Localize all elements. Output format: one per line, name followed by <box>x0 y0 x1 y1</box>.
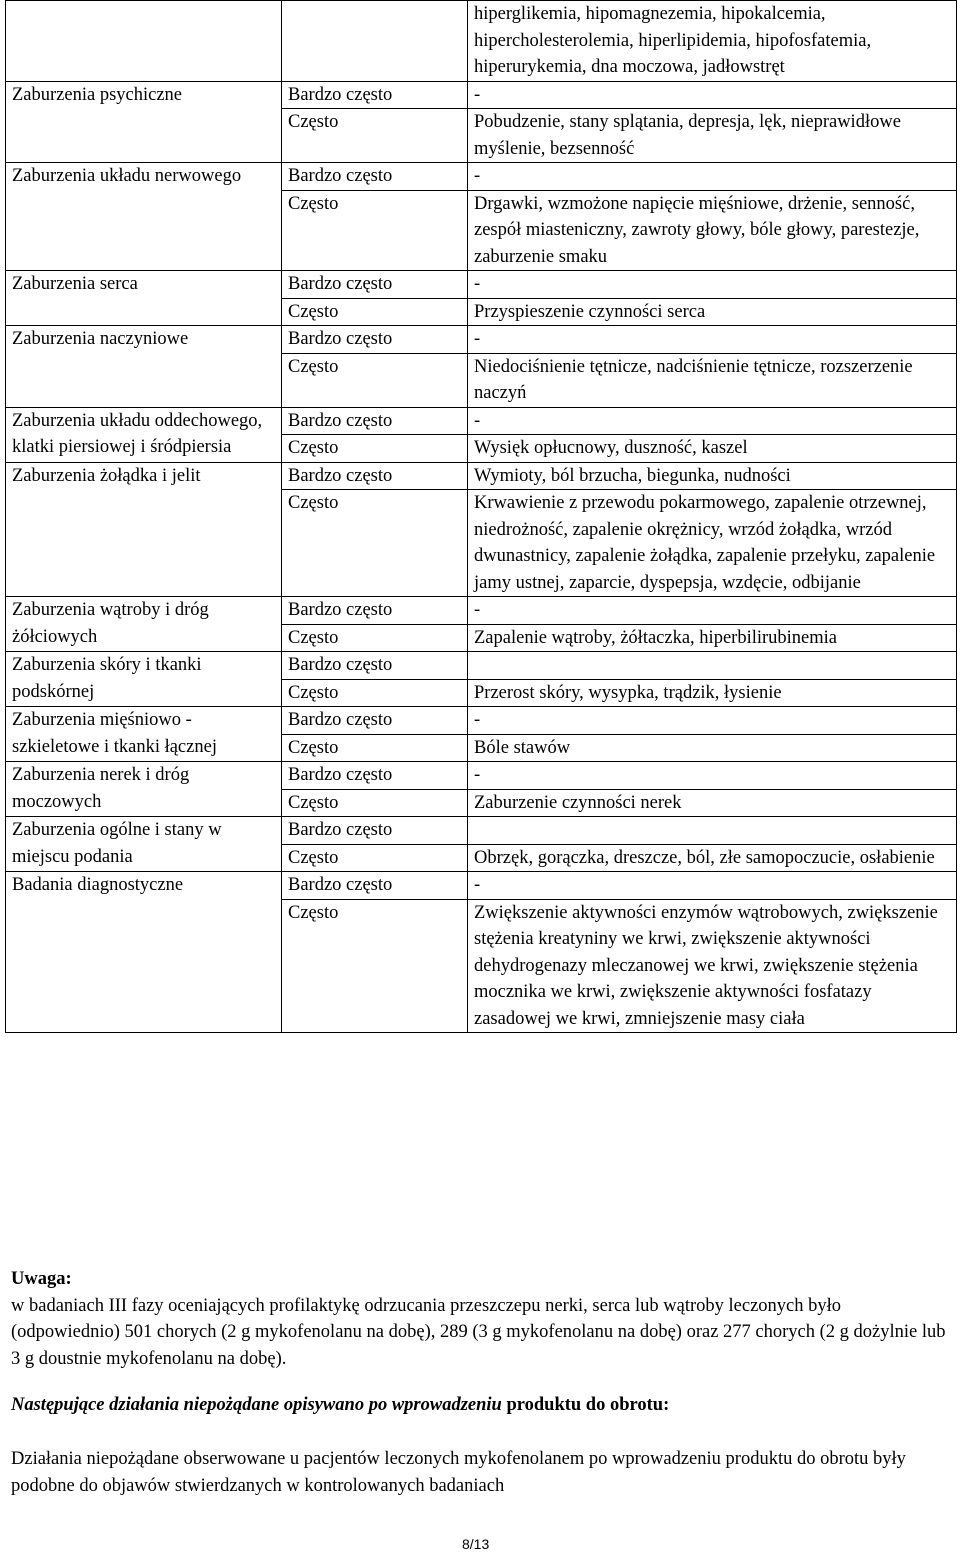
effect-cell: Niedociśnienie tętnicze, nadciśnienie tętnicze, rozszerzenie naczyń <box>468 353 957 407</box>
organ-class-cell: Zaburzenia układu oddechowego, klatki piersiowej i śródpiersia <box>6 407 282 462</box>
effect-cell: - <box>468 163 957 191</box>
frequency-cell: Często <box>282 298 468 326</box>
organ-class-cell: Zaburzenia serca <box>6 271 282 326</box>
frequency-cell: Bardzo często <box>282 81 468 109</box>
frequency-cell: Bardzo często <box>282 462 468 490</box>
organ-class-cell <box>6 1 282 82</box>
frequency-cell: Często <box>282 844 468 872</box>
effect-cell: Drgawki, wzmożone napięcie mięśniowe, drżenie, senność, zespół miasteniczny, zawroty głowy, bóle głowy, parestezje, zaburzenie smaku <box>468 190 957 271</box>
effect-cell: Krwawienie z przewodu pokarmowego, zapalenie otrzewnej, niedrożność, zapalenie okrężnicy, wrzód żołądka, wrzód dwunastnicy, zapalenie żołądka, zapalenie przełyku, zapalenie jamy ustnej, zaparcie, dyspepsja, wzdęcie, odbijanie <box>468 490 957 597</box>
table-row <box>6 872 957 900</box>
frequency-cell: Często <box>282 679 468 707</box>
frequency-cell: Bardzo często <box>282 817 468 845</box>
effect-cell: Przyspieszenie czynności serca <box>468 298 957 326</box>
table-row <box>6 817 957 845</box>
frequency-cell: Często <box>282 435 468 463</box>
postmarketing-heading <box>11 1392 946 1419</box>
postmarketing-heading-bold: produktu do obrotu: <box>501 1395 670 1415</box>
table-row <box>6 271 957 299</box>
organ-class-cell: Zaburzenia skóry i tkanki podskórnej <box>6 652 282 707</box>
organ-class-cell: Zaburzenia wątroby i dróg żółciowych <box>6 597 282 652</box>
frequency-cell: Bardzo często <box>282 407 468 435</box>
effect-cell: hiperglikemia, hipomagnezemia, hipokalcemia, hipercholesterolemia, hiperlipidemia, hipofosfatemia, hiperurykemia, dna moczowa, jadłowstręt <box>468 1 957 82</box>
frequency-cell: Często <box>282 109 468 163</box>
frequency-cell: Bardzo często <box>282 707 468 735</box>
frequency-cell: Często <box>282 899 468 1033</box>
effect-cell: Zapalenie wątroby, żółtaczka, hiperbilirubinemia <box>468 624 957 652</box>
postmarketing-heading-italic: Następujące działania niepożądane opisywano po wprowadzeniu <box>11 1395 502 1415</box>
table-row <box>6 407 957 435</box>
effect-cell: - <box>468 407 957 435</box>
table-row <box>6 707 957 735</box>
note-block <box>11 1266 946 1372</box>
note-heading: Uwaga: <box>11 1269 72 1289</box>
effect-cell: - <box>468 597 957 625</box>
effect-cell <box>468 817 957 845</box>
effect-cell: - <box>468 271 957 299</box>
organ-class-cell: Zaburzenia ogólne i stany w miejscu podania <box>6 817 282 872</box>
organ-class-cell: Zaburzenia mięśniowo - szkieletowe i tkanki łącznej <box>6 707 282 762</box>
effect-cell: - <box>468 81 957 109</box>
frequency-cell: Często <box>282 353 468 407</box>
frequency-cell: Bardzo często <box>282 872 468 900</box>
frequency-cell: Często <box>282 190 468 271</box>
table-row <box>6 597 957 625</box>
table-row <box>6 81 957 109</box>
frequency-cell: Bardzo często <box>282 271 468 299</box>
effect-cell <box>468 652 957 680</box>
frequency-cell: Często <box>282 734 468 762</box>
table-row <box>6 462 957 490</box>
organ-class-cell: Badania diagnostyczne <box>6 872 282 1033</box>
frequency-cell: Bardzo często <box>282 652 468 680</box>
effect-cell: Przerost skóry, wysypka, trądzik, łysienie <box>468 679 957 707</box>
page-number: 8/13 <box>462 1536 490 1552</box>
effect-cell: Wymioty, ból brzucha, biegunka, nudności <box>468 462 957 490</box>
effect-cell: Bóle stawów <box>468 734 957 762</box>
table-row <box>6 762 957 790</box>
effect-cell: Zaburzenie czynności nerek <box>468 789 957 817</box>
effect-cell: - <box>468 762 957 790</box>
effect-cell: - <box>468 326 957 354</box>
frequency-cell: Często <box>282 624 468 652</box>
organ-class-cell: Zaburzenia układu nerwowego <box>6 163 282 271</box>
effect-cell: - <box>468 707 957 735</box>
frequency-cell: Często <box>282 789 468 817</box>
frequency-cell: Bardzo często <box>282 597 468 625</box>
table-row <box>6 1 957 82</box>
effect-cell: Pobudzenie, stany splątania, depresja, lęk, nieprawidłowe myślenie, bezsenność <box>468 109 957 163</box>
note-text: w badaniach III fazy oceniających profilaktykę odrzucania przeszczepu nerki, serca lub wątroby leczonych było (odpowiednio) 501 chorych (2 g mykofenolanu na dobę), 289 (3 g mykofenolanu na dobę) oraz 277 chorych (2 g dożylnie lub 3 g doustnie mykofenolanu na dobę). <box>11 1295 946 1369</box>
postmarketing-text: Działania niepożądane obserwowane u pacjentów leczonych mykofenolanem po wprowadzeniu produktu do obrotu były podobne do objawów stwierdzanych w kontrolowanych badaniach <box>11 1449 906 1496</box>
organ-class-cell: Zaburzenia psychiczne <box>6 81 282 163</box>
organ-class-cell: Zaburzenia nerek i dróg moczowych <box>6 762 282 817</box>
frequency-cell <box>282 1 468 82</box>
table-row <box>6 326 957 354</box>
effect-cell: Wysięk opłucnowy, duszność, kaszel <box>468 435 957 463</box>
frequency-cell: Często <box>282 490 468 597</box>
adverse-effects-table <box>5 0 957 1033</box>
table-row <box>6 652 957 680</box>
effect-cell: Zwiększenie aktywności enzymów wątrobowych, zwiększenie stężenia kreatyniny we krwi, zwiększenie aktywności dehydrogenazy mleczanowej we krwi, zwiększenie stężenia mocznika we krwi, zwiększenie aktywności fosfatazy zasadowej we krwi, zmniejszenie masy ciała <box>468 899 957 1033</box>
organ-class-cell: Zaburzenia żołądka i jelit <box>6 462 282 597</box>
frequency-cell: Bardzo często <box>282 163 468 191</box>
table-row <box>6 163 957 191</box>
frequency-cell: Bardzo często <box>282 762 468 790</box>
frequency-cell: Bardzo często <box>282 326 468 354</box>
effect-cell: - <box>468 872 957 900</box>
organ-class-cell: Zaburzenia naczyniowe <box>6 326 282 408</box>
effect-cell: Obrzęk, gorączka, dreszcze, ból, złe samopoczucie, osłabienie <box>468 844 957 872</box>
